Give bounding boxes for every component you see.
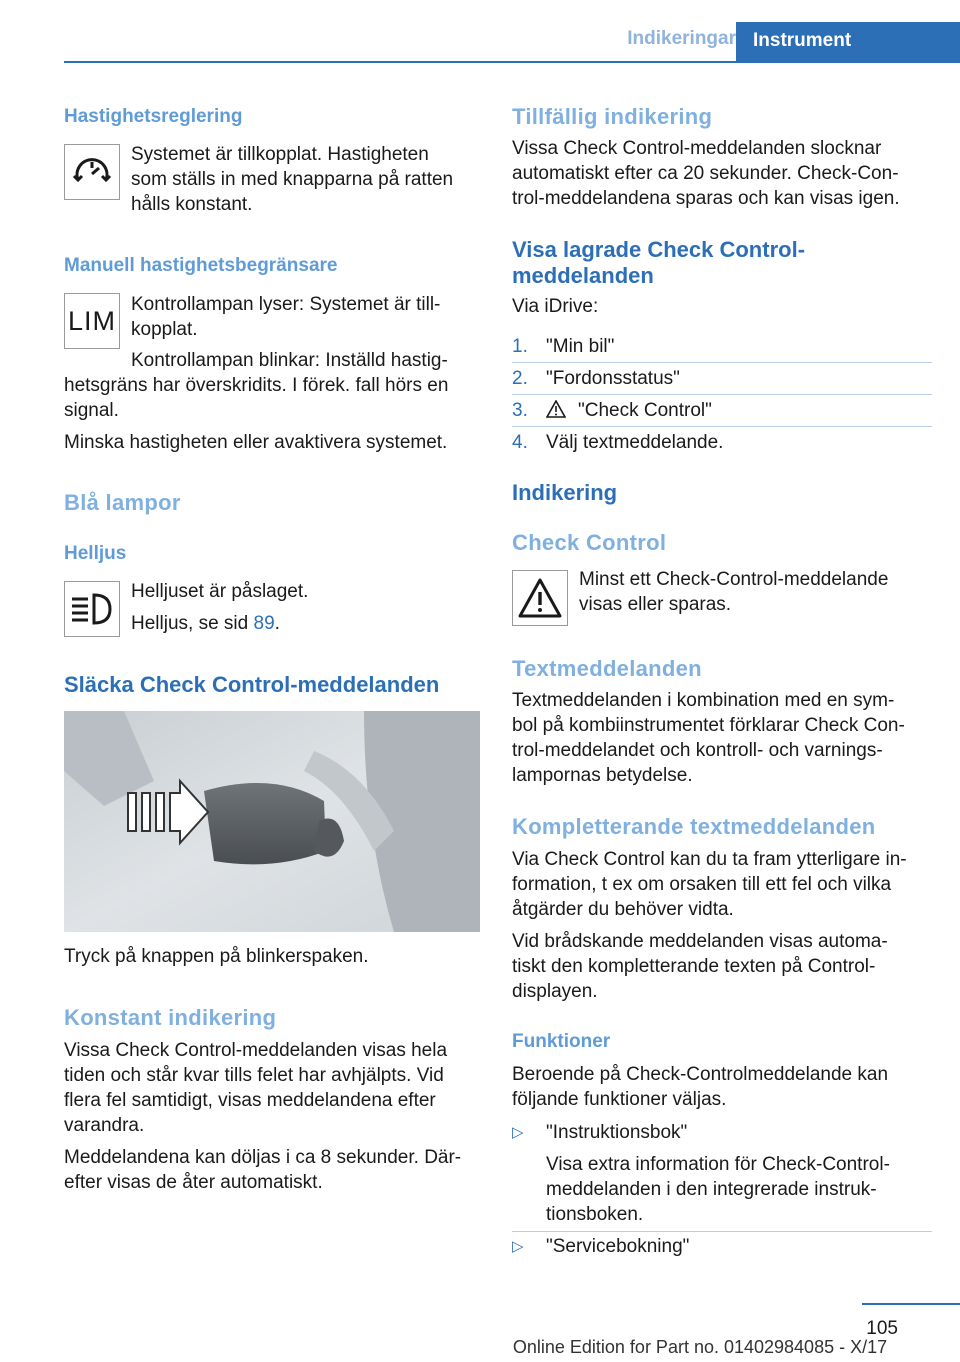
warning-triangle-icon xyxy=(546,398,566,423)
header-rule xyxy=(64,61,960,63)
komp-line2: formation, t ex om orsaken till ett fel och vilka xyxy=(512,874,892,895)
text-line4: lampornas betydelse. xyxy=(512,765,693,786)
heading-slacka-check-control: Släcka Check Control-meddelanden xyxy=(64,672,440,697)
heading-textmeddelanden: Textmeddelanden xyxy=(512,656,702,681)
step-number: 2. xyxy=(512,368,528,389)
helljus-ref-prefix: Helljus, se sid xyxy=(131,613,254,634)
speed-limiter-icon-text: LIM xyxy=(67,305,116,336)
list-divider xyxy=(512,1231,932,1232)
heading-konstant-indikering: Konstant indikering xyxy=(64,1005,277,1030)
heading-helljus: Helljus xyxy=(64,543,127,564)
helljus-ref-suffix: . xyxy=(274,613,280,634)
konstant-line4: varandra. xyxy=(64,1115,145,1136)
function-item-1: "Instruktionsbok" xyxy=(546,1122,688,1143)
function-item-2: "Servicebokning" xyxy=(546,1236,690,1257)
function-item-1-desc-line3: tionsboken. xyxy=(546,1204,644,1225)
check-line1: Minst ett Check-Control-meddelande xyxy=(579,569,889,590)
tillfallig-line2: automatiskt efter ca 20 sekunder. Check-Con‐ xyxy=(512,163,899,184)
heading-kompletterande: Kompletterande textmeddelanden xyxy=(512,814,876,839)
heading-hastighetsreglering: Hastighetsreglering xyxy=(64,106,243,127)
heading-bla-lampor: Blå lampor xyxy=(64,490,181,515)
manuell-line6: Minska hastigheten eller avaktivera systemet. xyxy=(64,432,448,453)
list-divider xyxy=(512,362,932,363)
footer-rule xyxy=(862,1303,960,1305)
slacka-caption: Tryck på knappen på blinkerspaken. xyxy=(64,946,369,967)
text-line1: Textmeddelanden i kombination med en sym‐ xyxy=(512,690,895,711)
konstant-line3: flera fel samtidigt, visas meddelandena efter xyxy=(64,1090,436,1111)
komp-line5: tiskt den kompletterande texten på Control- xyxy=(512,956,876,977)
step-text: "Fordonsstatus" xyxy=(546,368,680,389)
hastighet-line3: hålls konstant. xyxy=(131,194,253,215)
triangle-bullet-icon: ▷ xyxy=(512,1124,524,1141)
turn-signal-lever-photo xyxy=(64,711,480,932)
konstant-line5: Meddelandena kan döljas i ca 8 sekunder. Där‐ xyxy=(64,1147,462,1168)
function-item-1-desc-line1: Visa extra information för Check-Control- xyxy=(546,1154,890,1175)
cruise-control-icon xyxy=(64,144,120,200)
manuell-line4: hetsgräns har överskridits. I förek. fall hörs en xyxy=(64,375,449,396)
visa-intro: Via iDrive: xyxy=(512,296,599,317)
footer-edition: Online Edition for Part no. 01402984085 - X/17 xyxy=(512,1337,888,1357)
step-number: 1. xyxy=(512,336,528,357)
step-text: "Min bil" xyxy=(546,336,615,357)
hastighet-line1: Systemet är tillkopplat. Hastigheten xyxy=(131,144,429,165)
konstant-line1: Vissa Check Control-meddelanden visas hela xyxy=(64,1040,448,1061)
list-divider xyxy=(512,426,932,427)
function-item-1-desc-line2: meddelanden i den integrerade instruk‐ xyxy=(546,1179,877,1200)
heading-funktioner: Funktioner xyxy=(512,1031,611,1052)
step-number: 4. xyxy=(512,432,528,453)
check-line2: visas eller sparas. xyxy=(579,594,732,615)
hastighet-line2: som ställs in med knapparna på ratten xyxy=(131,169,454,190)
komp-line4: Vid brådskande meddelanden visas automa‐ xyxy=(512,931,888,952)
heading-indikering: Indikering xyxy=(512,480,618,505)
heading-tillfallig-indikering: Tillfällig indikering xyxy=(512,104,713,129)
helljus-line1: Helljuset är påslaget. xyxy=(131,581,309,602)
manuell-line3: Kontrollampan blinkar: Inställd hastig‐ xyxy=(131,350,448,371)
step-text: "Check Control" xyxy=(578,400,712,421)
helljus-line2 xyxy=(131,611,280,636)
funk-line1: Beroende på Check-Controlmeddelande kan xyxy=(512,1064,889,1085)
tillfallig-line3: trol-meddelandena sparas och kan visas igen. xyxy=(512,188,900,209)
high-beam-icon xyxy=(64,581,120,637)
konstant-line6: efter visas de åter automatiskt. xyxy=(64,1172,323,1193)
funk-line2: följande funktioner väljas. xyxy=(512,1089,727,1110)
triangle-bullet-icon: ▷ xyxy=(512,1238,524,1255)
manuell-line1: Kontrollampan lyser: Systemet är till‐ xyxy=(131,294,441,315)
warning-triangle-icon xyxy=(512,570,568,626)
text-line2: bol på kombiinstrumentet förklarar Check Con‐ xyxy=(512,715,905,736)
komp-line3: åtgärder du behöver vidta. xyxy=(512,899,734,920)
komp-line6: displayen. xyxy=(512,981,598,1002)
page-89-link[interactable]: 89 xyxy=(253,613,275,634)
heading-visa-lagrade-line1: Visa lagrade Check Control- xyxy=(512,237,806,262)
heading-visa-lagrade-line2: meddelanden xyxy=(512,263,654,288)
header-section-title: Indikeringar xyxy=(627,28,736,49)
heading-check-control: Check Control xyxy=(512,530,667,555)
konstant-line2: tiden och står kvar tills felet har avhjälpts. Vid xyxy=(64,1065,444,1086)
manuell-line5: signal. xyxy=(64,400,119,421)
step-number: 3. xyxy=(512,400,528,421)
step-text: Välj textmeddelande. xyxy=(546,432,724,453)
tillfallig-line1: Vissa Check Control-meddelanden slocknar xyxy=(512,138,882,159)
komp-line1: Via Check Control kan du ta fram ytterligare in‐ xyxy=(512,849,907,870)
list-divider xyxy=(512,394,932,395)
heading-manuell-hastighetsbegransare: Manuell hastighetsbegränsare xyxy=(64,255,338,276)
text-line3: trol-meddelandet och kontroll- och varnings‐ xyxy=(512,740,883,761)
speed-limiter-icon xyxy=(64,293,120,349)
manuell-line2: kopplat. xyxy=(131,319,198,340)
page-number: 105 xyxy=(866,1318,898,1339)
header-chapter-tab: Instrument xyxy=(736,22,960,62)
